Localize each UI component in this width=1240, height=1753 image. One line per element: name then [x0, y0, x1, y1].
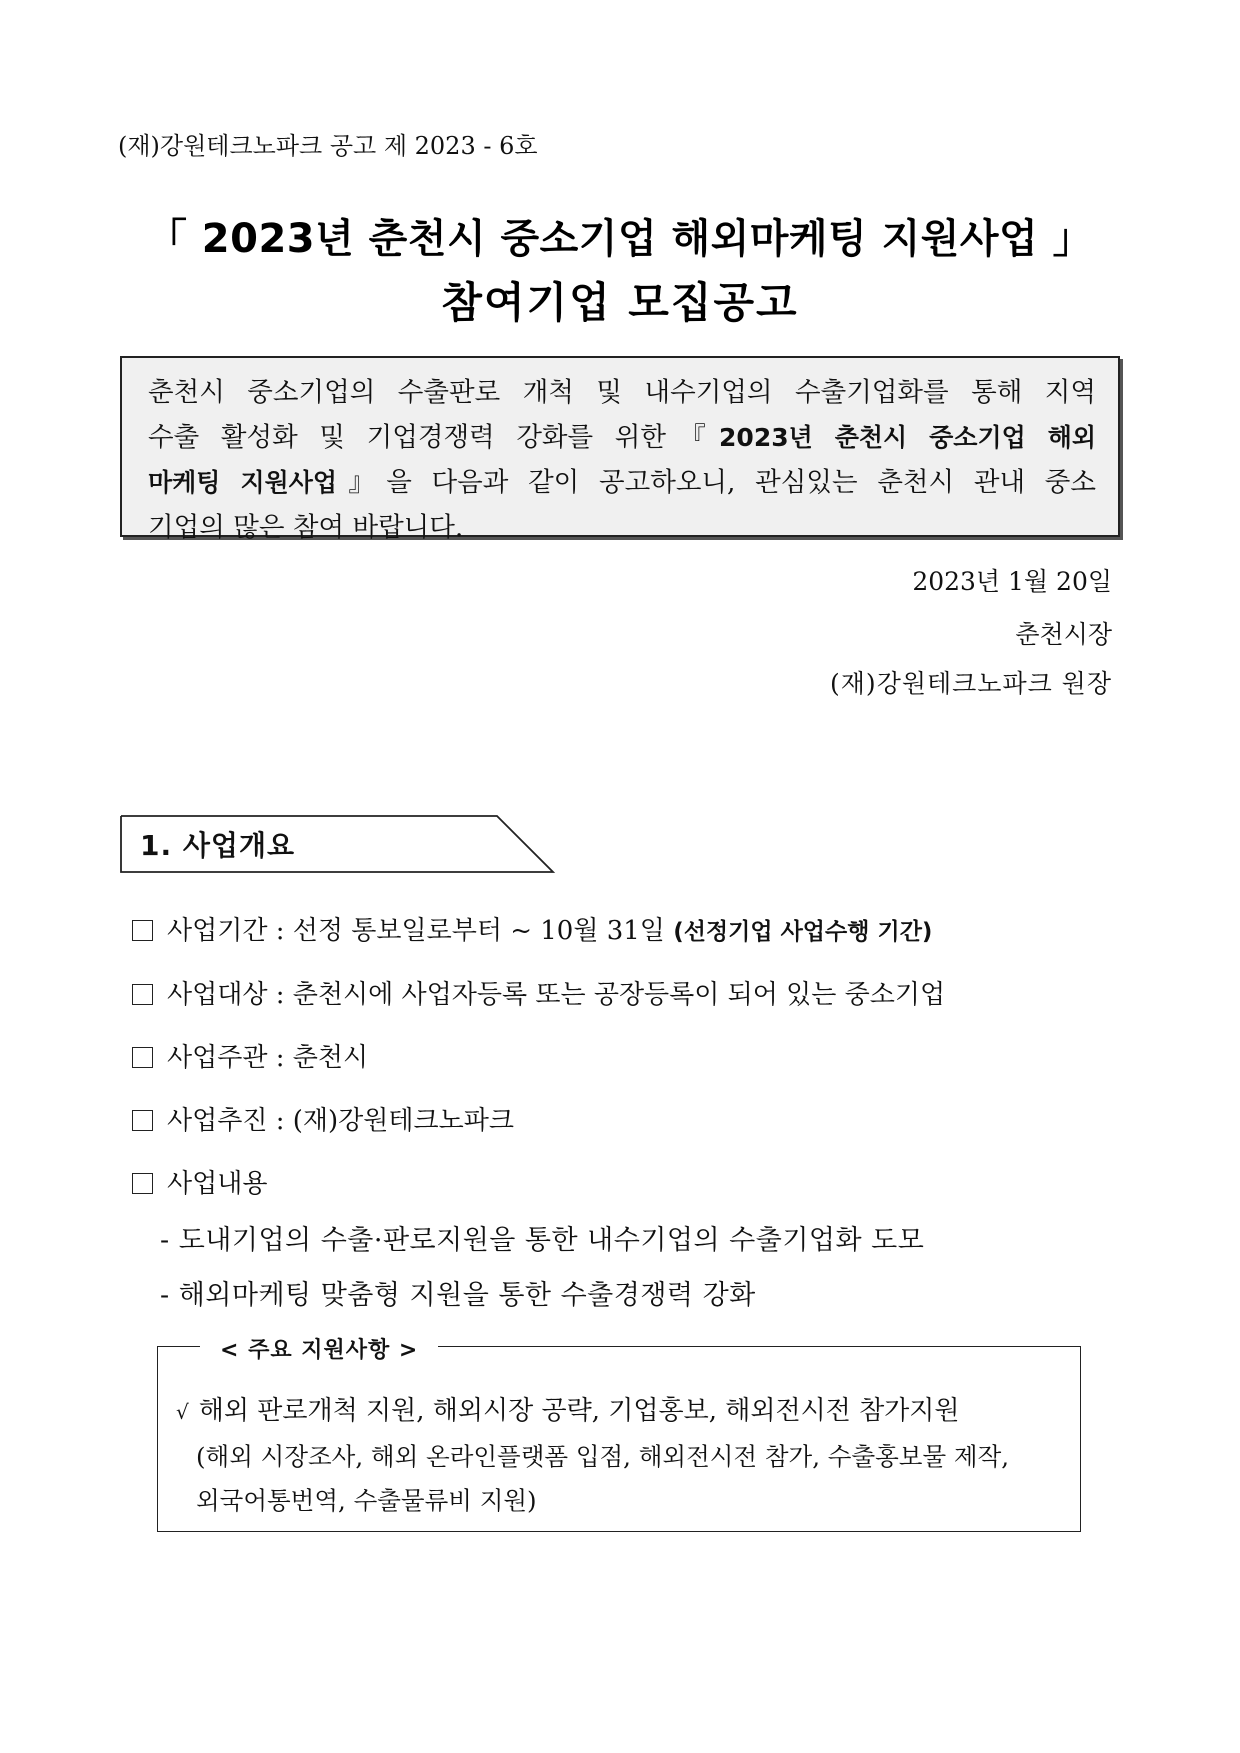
support-line: 외국어통번역, 수출물류비 지원)	[196, 1486, 537, 1515]
notice-number: (재)강원테크노파크 공고 제 2023 - 6호	[118, 132, 538, 160]
page-title: 「 2023년 춘천시 중소기업 해외마케팅 지원사업 」	[146, 216, 1094, 262]
overview-item-period	[132, 910, 932, 947]
intro-bold-text: 2023년 춘천시 중소기업 해외	[719, 423, 1097, 452]
checkbox-square-icon	[132, 1047, 153, 1068]
checkbox-square-icon	[132, 1110, 153, 1131]
institute-signature: (재)강원테크노파크 원장	[830, 669, 1112, 698]
mayor-signature: 춘천시장	[1015, 620, 1112, 649]
support-line: (해외 시장조사, 해외 온라인플랫폼 입점, 해외전시전 참가, 수출홍보물 제작,	[196, 1442, 1010, 1471]
item-text: 사업추진 : (재)강원테크노파크	[167, 1106, 514, 1136]
intro-text: 수출 활성화 및 기업경쟁력 강화를 위한『	[148, 422, 720, 453]
checkbox-square-icon	[132, 920, 153, 941]
section-title: 1. 사업개요	[140, 829, 296, 862]
intro-text: 』을 다음과 같이 공고하오니, 관심있는 춘천시 관내 중소	[337, 467, 1096, 498]
overview-item-target	[132, 974, 945, 1011]
support-line	[176, 1390, 960, 1427]
announcement-date: 2023년 1월 20일	[912, 567, 1112, 596]
intro-bold-text: 마케팅 지원사업	[148, 468, 338, 497]
intro-line	[148, 460, 1096, 505]
intro-line	[148, 415, 1096, 460]
checkbox-square-icon	[132, 1173, 153, 1194]
checkmark-icon: √	[176, 1400, 189, 1424]
page-subtitle: 참여기업 모집공고	[441, 278, 799, 327]
item-bold-text: (선정기업 사업수행 기간)	[673, 919, 933, 945]
checkbox-square-icon	[132, 984, 153, 1005]
intro-box	[120, 356, 1120, 543]
content-bullet: - 해외마케팅 맞춤형 지원을 통한 수출경쟁력 강화	[160, 1280, 756, 1311]
support-text: 해외 판로개척 지원, 해외시장 공략, 기업홍보, 해외전시전 참가지원	[198, 1396, 960, 1426]
overview-item-operator	[132, 1100, 514, 1137]
item-text: 사업기간 : 선정 통보일로부터 ~ 10월 31일	[167, 916, 674, 946]
item-text: 사업내용	[167, 1169, 268, 1199]
overview-item-host	[132, 1037, 368, 1074]
support-legend: < 주요 지원사항 >	[200, 1333, 438, 1364]
overview-item-content	[132, 1163, 267, 1200]
content-bullet: - 도내기업의 수출·판로지원을 통한 내수기업의 수출기업화 도모	[160, 1225, 925, 1256]
intro-line: 춘천시 중소기업의 수출판로 개척 및 내수기업의 수출기업화를 통해 지역	[148, 377, 1096, 408]
item-text: 사업대상 : 춘천시에 사업자등록 또는 공장등록이 되어 있는 중소기업	[167, 980, 946, 1010]
intro-line: 기업의 많은 참여 바랍니다.	[148, 512, 464, 543]
item-text: 사업주관 : 춘천시	[167, 1043, 369, 1073]
